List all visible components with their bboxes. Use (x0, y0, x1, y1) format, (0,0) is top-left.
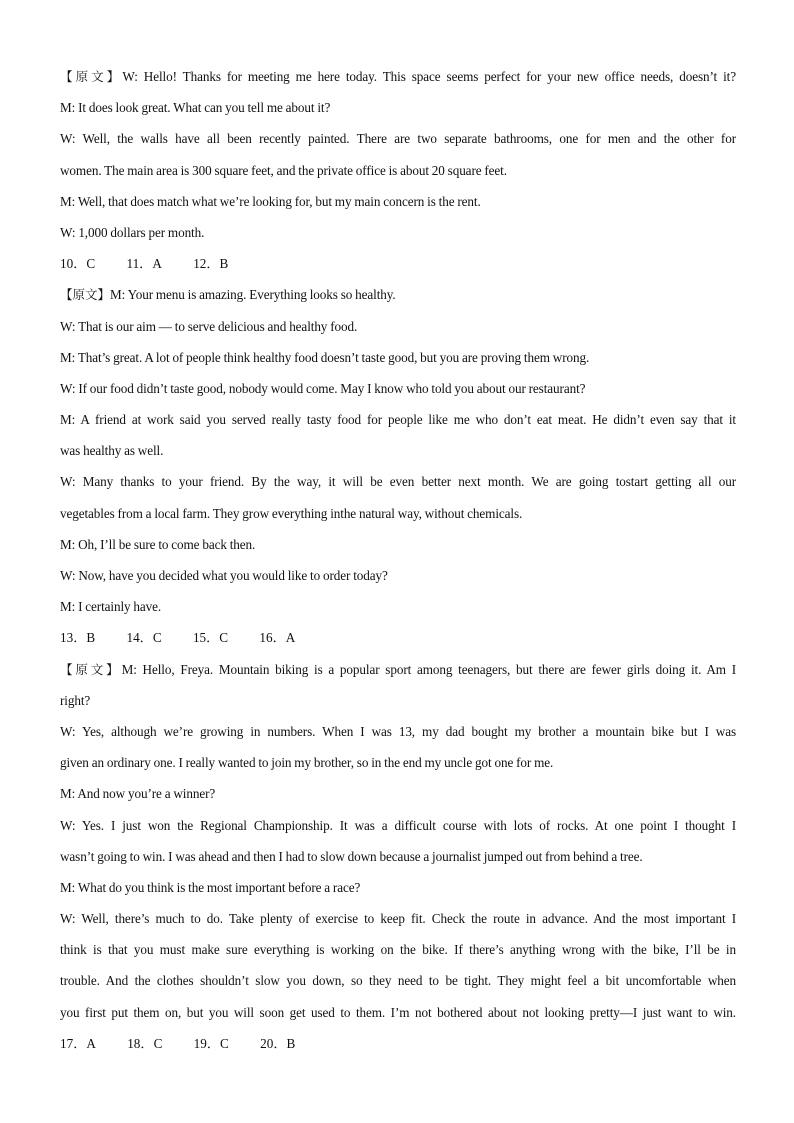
answer-item: 20．B (260, 1035, 296, 1051)
transcript-line: M: A friend at work said you served really tasty food for people like me who don’t eat meat. He didn’t even say that it (60, 412, 736, 428)
original-text-tag: 【原文】 (60, 661, 122, 677)
answer-item: 17．A (60, 1035, 96, 1051)
transcript-line: W: Many thanks to your friend. By the way, it will be even better next month. We are going tostart getting all our (60, 474, 736, 490)
transcript-line: M: And now you’re a winner? (60, 786, 216, 802)
transcript-line: 【原文】W: Hello! Thanks for meeting me here today. This space seems perfect for your new office needs, doesn’t it? (60, 69, 736, 84)
transcript-line: trouble. And the clothes shouldn’t slow you down, so they need to be tight. They might feel a bit uncomfortable when (60, 973, 736, 989)
transcript-line: M: That’s great. A lot of people think healthy food doesn’t taste good, but you are proving them wrong. (60, 349, 590, 365)
transcript-line: M: Oh, I’ll be sure to come back then. (60, 536, 256, 552)
answer-key-row (60, 1028, 736, 1059)
transcript-line: think is that you must make sure everything is working on the bike. If there’s anything wrong with the bike, I’ll be in (60, 942, 736, 958)
answer-item: 15．C (192, 630, 229, 646)
transcript-line: 【原文】M: Hello, Freya. Mountain biking is a popular sport among teenagers, but there are fewer girls doing it. Am I (60, 661, 736, 677)
transcript-line: W: Well, there’s much to do. Take plenty of exercise to keep fit. Check the route in advance. And the most important I (60, 911, 736, 927)
transcript-line: given an ordinary one. I really wanted to join my brother, so in the end my uncle got one for me. (60, 755, 554, 771)
transcript-line: vegetables from a local farm. They grow everything inthe natural way, without chemicals. (60, 505, 523, 521)
transcript-line: M: What do you think is the most important before a race? (60, 879, 361, 895)
transcript-line: M: Well, that does match what we’re looking for, but my main concern is the rent. (60, 193, 481, 209)
answer-item: 10．C (60, 256, 96, 272)
answer-item: 11．A (126, 256, 162, 272)
transcript-line: wasn’t going to win. I was ahead and then I had to slow down because a journalist jumped out from behind a tree. (60, 848, 643, 864)
transcript-line: M: I certainly have. (60, 599, 162, 615)
answer-item: 19．C (193, 1035, 229, 1051)
original-text-tag: 【原文】 (60, 69, 123, 84)
answer-item: 12．B (193, 256, 229, 272)
transcript-line: was healthy as well. (60, 443, 164, 459)
answer-key-row (60, 248, 736, 279)
transcript-line: W: Yes. I just won the Regional Championship. It was a difficult course with lots of rocks. At one point I thought I (60, 817, 736, 833)
transcript-line: M: It does look great. What can you tell me about it? (60, 100, 331, 116)
transcript-line: W: Now, have you decided what you would like to order today? (60, 568, 388, 583)
transcript-line: you first put them on, but you will soon get used to them. I’m not bothered about not looking pretty—I just want to win. (60, 1004, 736, 1020)
transcript-content (60, 61, 736, 1059)
transcript-line: W: 1,000 dollars per month. (60, 224, 205, 240)
transcript-line: W: Well, the walls have all been recently painted. There are two separate bathrooms, one for men and the other for (60, 131, 736, 147)
answer-item: 13．B (60, 630, 96, 646)
transcript-line: 【原文】M: Your menu is amazing. Everything looks so healthy. (60, 287, 396, 303)
transcript-line: right? (60, 692, 91, 708)
transcript-line: W: If our food didn’t taste good, nobody would come. May I know who told you about our restaurant? (60, 380, 586, 396)
transcript-line: W: That is our aim — to serve delicious and healthy food. (60, 318, 358, 334)
answer-key-row (60, 622, 736, 653)
original-text-tag: 【原文】 (60, 287, 111, 303)
answer-item: 16．A (259, 630, 296, 646)
transcript-line: W: Yes, although we’re growing in numbers. When I was 13, my dad bought my brother a mountain bike but I was (60, 723, 736, 739)
answer-item: 14．C (126, 630, 162, 646)
answer-item: 18．C (127, 1035, 163, 1051)
transcript-line: women. The main area is 300 square feet, and the private office is about 20 square feet. (60, 162, 507, 178)
